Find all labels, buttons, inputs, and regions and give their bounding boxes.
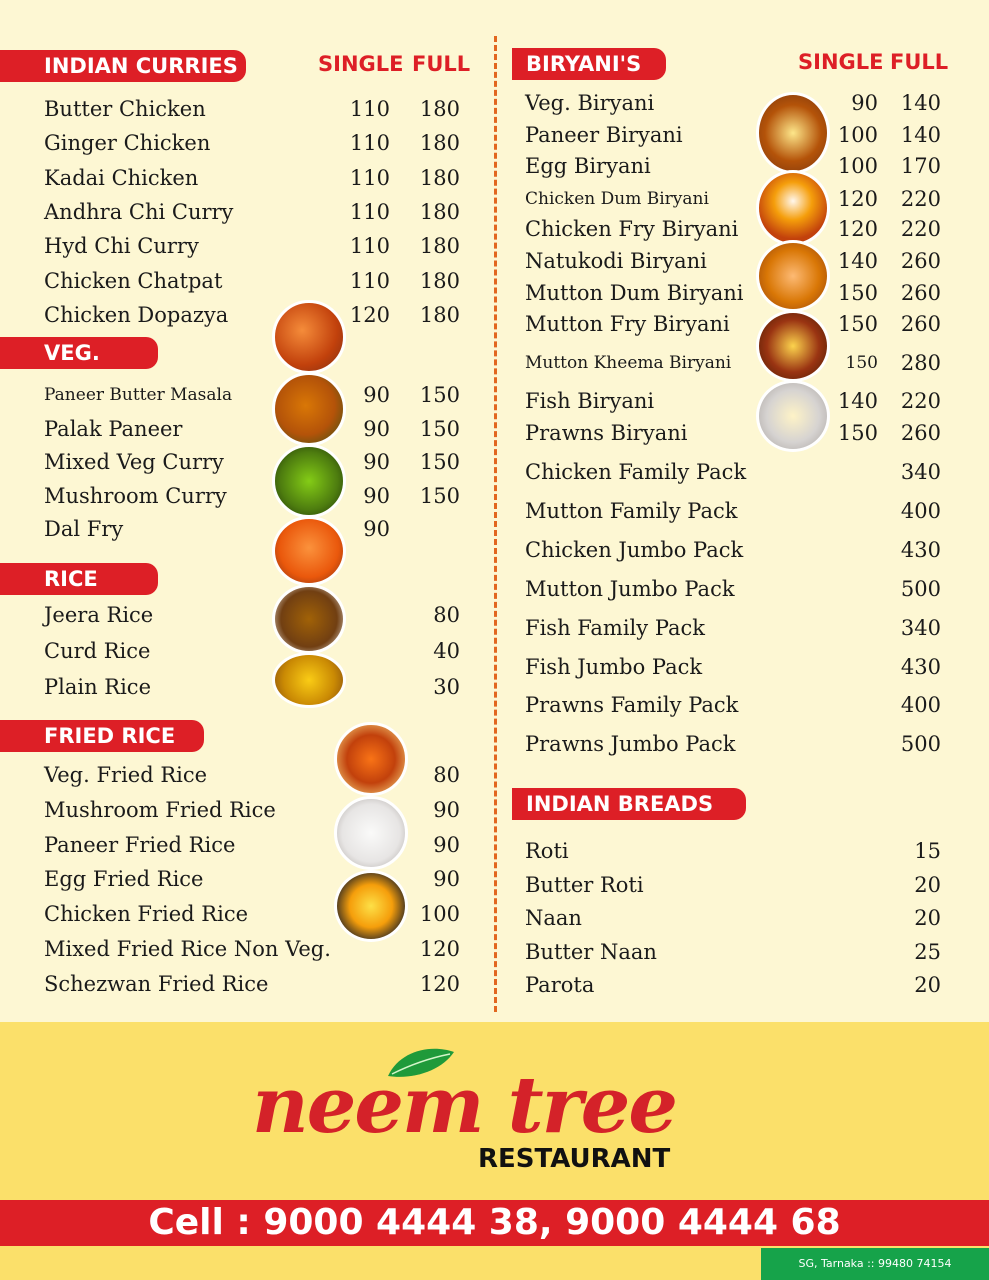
price-single: 120 [349, 302, 390, 327]
item-name: Chicken Fried Rice [44, 902, 249, 927]
section-indian-breads: INDIAN BREADS [512, 788, 746, 820]
item-name: Chicken Jumbo Pack [525, 537, 744, 562]
price: 430 [900, 537, 941, 562]
dish-photo [334, 796, 408, 870]
price-full: 220 [900, 389, 941, 413]
item-name: Roti [525, 839, 569, 863]
section-indian-curries: INDIAN CURRIES [0, 50, 246, 82]
header-single: SINGLE [318, 52, 404, 76]
price-full: 140 [900, 123, 941, 147]
price-full: 260 [900, 249, 941, 273]
dish-photo [334, 722, 408, 796]
price: 15 [914, 839, 941, 863]
item-name: Prawns Jumbo Pack [525, 732, 736, 757]
price: 90 [433, 832, 460, 857]
price: 500 [900, 732, 941, 757]
dish-photo [272, 516, 346, 586]
item-name: Natukodi Biryani [525, 249, 707, 273]
price-full: 180 [419, 302, 460, 327]
header-single: SINGLE [798, 50, 884, 74]
item-name: Mixed Fried Rice Non Veg. [44, 937, 331, 961]
section-rice: RICE [0, 563, 158, 595]
price: 430 [900, 654, 941, 679]
price-full: 180 [419, 199, 460, 224]
footer-location: SG, Tarnaka :: 99480 74154 [761, 1248, 989, 1280]
price-single: 140 [837, 389, 878, 413]
price-full: 150 [419, 383, 460, 407]
item-name: Jeera Rice [44, 603, 154, 627]
price: 120 [419, 971, 460, 996]
price-single: 110 [349, 234, 390, 259]
item-name: Paneer Butter Masala [44, 385, 233, 405]
item-name: Mutton Family Pack [525, 498, 738, 523]
item-name: Palak Paneer [44, 416, 183, 441]
dish-photo [756, 92, 830, 174]
item-name: Mushroom Curry [44, 483, 227, 508]
price: 90 [433, 867, 460, 892]
item-name: Veg. Fried Rice [44, 763, 208, 787]
price-single: 120 [837, 217, 878, 241]
price-single: 90 [363, 450, 390, 475]
price-single: 110 [349, 199, 390, 224]
dish-photo [756, 310, 830, 382]
price-full: 260 [900, 421, 941, 445]
dish-photo [756, 380, 830, 452]
section-biryanis: BIRYANI'S [512, 48, 666, 80]
price: 400 [900, 693, 941, 718]
price: 340 [900, 615, 941, 640]
price: 40 [433, 639, 460, 663]
price-single: 150 [837, 281, 878, 305]
dish-photo [756, 240, 830, 312]
item-name: Ginger Chicken [44, 131, 211, 156]
item-name: Kadai Chicken [44, 165, 199, 190]
price-full: 180 [419, 165, 460, 190]
price-full: 180 [419, 234, 460, 259]
price-full: 150 [419, 483, 460, 508]
price-full: 220 [900, 187, 941, 211]
dish-photo [272, 584, 346, 654]
price-single: 90 [363, 416, 390, 441]
price: 80 [433, 763, 460, 787]
item-name: Mushroom Fried Rice [44, 797, 276, 822]
section-veg: VEG. [0, 337, 158, 369]
price-single: 110 [349, 268, 390, 293]
price: 500 [900, 576, 941, 601]
item-name: Chicken Chatpat [44, 268, 223, 293]
item-name: Hyd Chi Curry [44, 234, 199, 259]
item-name: Egg Fried Rice [44, 867, 204, 892]
price-single: 110 [349, 97, 390, 121]
header-full: FULL [890, 50, 949, 74]
price: 25 [914, 939, 941, 964]
price-single: 110 [349, 131, 390, 156]
item-name: Chicken Dopazya [44, 302, 229, 327]
price: 20 [914, 906, 941, 931]
price-full: 150 [419, 450, 460, 475]
column-divider [494, 36, 497, 1012]
item-name: Chicken Family Pack [525, 460, 747, 484]
price-full: 140 [900, 91, 941, 115]
price-single: 90 [363, 383, 390, 407]
item-name: Prawns Biryani [525, 421, 688, 445]
price-full: 180 [419, 97, 460, 121]
header-full: FULL [412, 52, 471, 76]
price-single: 150 [845, 353, 878, 373]
item-name: Andhra Chi Curry [44, 199, 234, 224]
brand-subtitle: RESTAURANT [478, 1144, 671, 1174]
price-single: 110 [349, 165, 390, 190]
dish-photo [272, 300, 346, 374]
price: 20 [914, 973, 941, 998]
item-name: Schezwan Fried Rice [44, 971, 269, 996]
item-name: Parota [525, 973, 595, 998]
section-fried-rice: FRIED RICE [0, 720, 204, 752]
dish-photo [334, 870, 408, 942]
item-name: Fish Family Pack [525, 615, 706, 640]
price: 400 [900, 498, 941, 523]
item-name: Mutton Dum Biryani [525, 281, 744, 305]
dish-photo [272, 372, 346, 446]
price-full: 150 [419, 416, 460, 441]
brand-logo-text: neem tree [252, 1060, 677, 1151]
dish-photo [272, 444, 346, 518]
item-name: Prawns Family Pack [525, 693, 739, 718]
item-name: Mutton Kheema Biryani [525, 353, 732, 373]
item-name: Paneer Fried Rice [44, 832, 236, 857]
price-single: 90 [851, 91, 878, 115]
price: 20 [914, 872, 941, 897]
price: 80 [433, 603, 460, 627]
price-full: 280 [900, 351, 941, 375]
price-single: 150 [837, 312, 878, 336]
price-full: 260 [900, 312, 941, 336]
price-full: 180 [419, 131, 460, 156]
item-name: Butter Naan [525, 939, 657, 964]
item-name: Veg. Biryani [525, 91, 655, 115]
price-full: 170 [900, 154, 941, 178]
price: 90 [433, 797, 460, 822]
price-single: 150 [837, 421, 878, 445]
item-name: Mixed Veg Curry [44, 450, 224, 475]
price-single: 140 [837, 249, 878, 273]
item-name: Mutton Jumbo Pack [525, 576, 735, 601]
item-name: Fish Biryani [525, 389, 655, 413]
item-name: Paneer Biryani [525, 123, 683, 147]
price-single: 100 [837, 123, 878, 147]
item-name: Butter Roti [525, 872, 644, 897]
contact-numbers: Cell : 9000 4444 38, 9000 4444 68 [0, 1200, 989, 1246]
dish-photo [272, 652, 346, 708]
price: 120 [419, 937, 460, 961]
item-name: Butter Chicken [44, 97, 206, 121]
item-name: Dal Fry [44, 517, 124, 542]
price: 340 [900, 460, 941, 484]
item-name: Plain Rice [44, 675, 151, 699]
price-single: 120 [837, 187, 878, 211]
item-name: Mutton Fry Biryani [525, 312, 730, 336]
item-name: Chicken Dum Biryani [525, 189, 709, 209]
dish-photo [756, 170, 830, 246]
price: 100 [419, 902, 460, 927]
item-name: Fish Jumbo Pack [525, 654, 703, 679]
price-full: 220 [900, 217, 941, 241]
item-name: Egg Biryani [525, 154, 651, 178]
price-full: 260 [900, 281, 941, 305]
price-single: 90 [363, 483, 390, 508]
price-full: 180 [419, 268, 460, 293]
price-single: 90 [363, 517, 390, 542]
item-name: Chicken Fry Biryani [525, 217, 739, 241]
item-name: Curd Rice [44, 639, 151, 663]
item-name: Naan [525, 906, 582, 931]
price-single: 100 [837, 154, 878, 178]
price: 30 [433, 675, 460, 699]
